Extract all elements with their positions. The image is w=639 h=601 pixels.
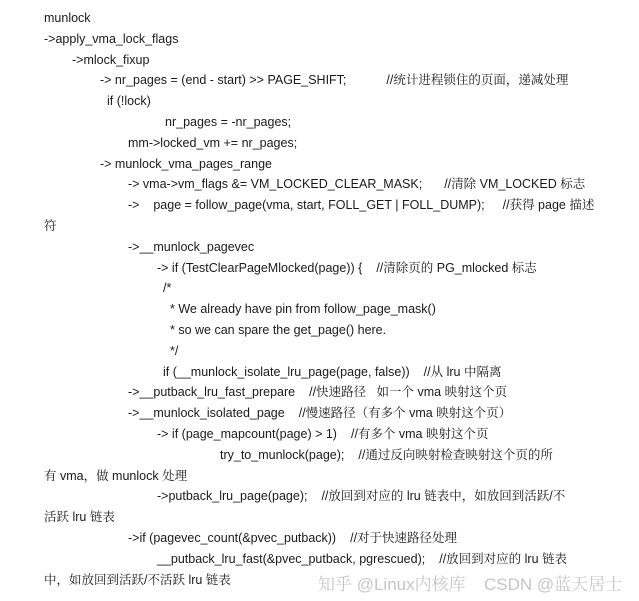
- code-line: [44, 468, 187, 484]
- code-comment: //清除页的 PG_mlocked 标志: [376, 260, 537, 275]
- code-text: 活跃 lru 链表: [44, 510, 115, 525]
- code-comment: //通过反向映射检查映射这个页的所: [358, 447, 553, 462]
- code-line: [107, 93, 151, 109]
- code-line: [170, 322, 386, 338]
- code-comment: //放回到对应的 lru 链表: [439, 551, 568, 566]
- code-line: [220, 447, 553, 463]
- code-line: [44, 572, 231, 588]
- code-text: * so we can spare the get_page() here.: [170, 323, 387, 337]
- code-comment: //清除 VM_LOCKED 标志: [444, 177, 586, 192]
- code-line: [128, 197, 594, 213]
- code-text: try_to_munlock(page);: [220, 447, 345, 462]
- code-line: [128, 384, 507, 400]
- code-line: [128, 135, 297, 151]
- code-text: mm->locked_vm += nr_pages;: [128, 135, 298, 150]
- code-text: */: [170, 343, 179, 358]
- code-line: [128, 530, 457, 546]
- code-line: [44, 31, 178, 47]
- code-text: if (__munlock_isolate_lru_page(page, false)): [163, 364, 410, 379]
- code-comment: //慢速路径（有多个 vma 映射这个页）: [298, 406, 512, 421]
- code-text: ->mlock_fixup: [72, 52, 150, 67]
- code-line: [128, 239, 254, 255]
- code-comment: //放回到对应的 lru 链表中，如放回到活跃/不: [321, 489, 566, 504]
- code-text: munlock: [44, 11, 91, 25]
- code-line: [100, 72, 568, 88]
- code-comment: //从 lru 中隔离: [423, 364, 502, 379]
- code-line: [165, 114, 291, 130]
- code-comment: //获得 page 描述: [502, 198, 595, 213]
- code-line: [157, 426, 488, 442]
- code-text: ->apply_vma_lock_flags: [44, 31, 179, 46]
- watermark-csdn: CSDN @蓝天居士: [484, 575, 623, 594]
- code-text: /*: [163, 281, 172, 296]
- code-text: -> if (TestClearPageMlocked(page)) {: [157, 260, 363, 275]
- code-text: -> nr_pages = (end - start) >> PAGE_SHIFT;: [100, 73, 347, 88]
- code-text: -> vma->vm_flags &= VM_LOCKED_CLEAR_MASK;: [128, 177, 423, 192]
- code-text: if (!lock): [107, 94, 151, 109]
- code-text: -> page = follow_page(vma, start, FOLL_GET | FOLL_DUMP);: [128, 198, 485, 213]
- code-line: [157, 551, 567, 567]
- code-line: [128, 176, 585, 192]
- watermark-zhihu: 知乎 @Linux内核库: [318, 575, 466, 594]
- code-text: nr_pages = -nr_pages;: [165, 115, 292, 129]
- code-line: [72, 52, 149, 68]
- code-text: ->putback_lru_page(page);: [157, 489, 308, 504]
- code-text: -> munlock_vma_pages_range: [100, 156, 272, 171]
- code-line: [163, 280, 171, 296]
- code-comment: //统计进程锁住的页面，递减处理: [386, 73, 569, 88]
- code-text: 有 vma，做 munlock 处理: [44, 468, 188, 483]
- code-line: [157, 260, 537, 276]
- code-text: * We already have pin from follow_page_mask(): [170, 302, 436, 317]
- code-comment: //对于快速路径处理: [350, 531, 458, 545]
- code-line: [44, 509, 115, 525]
- code-line: [170, 301, 436, 317]
- code-line: [44, 10, 91, 26]
- code-text: 符: [44, 219, 57, 233]
- code-text: ->__putback_lru_fast_prepare: [128, 385, 296, 400]
- code-text: ->__munlock_isolated_page: [128, 406, 285, 421]
- code-text: -> if (page_mapcount(page) > 1): [157, 427, 337, 441]
- code-line: [128, 405, 511, 421]
- code-line: [157, 488, 565, 504]
- code-line: [44, 218, 57, 234]
- code-line: [163, 364, 501, 380]
- code-text: ->if (pagevec_count(&pvec_putback)): [128, 531, 337, 545]
- code-comment: //有多个 vma 映射这个页: [350, 427, 489, 441]
- code-text: ->__munlock_pagevec: [128, 239, 255, 254]
- code-text: 中，如放回到活跃/不活跃 lru 链表: [44, 572, 231, 587]
- code-text: __putback_lru_fast(&pvec_putback, pgrescued);: [157, 551, 426, 566]
- code-line: [100, 156, 272, 172]
- code-comment: //快速路径 如一个 vma 映射这个页: [309, 385, 508, 400]
- code-line: [170, 343, 178, 359]
